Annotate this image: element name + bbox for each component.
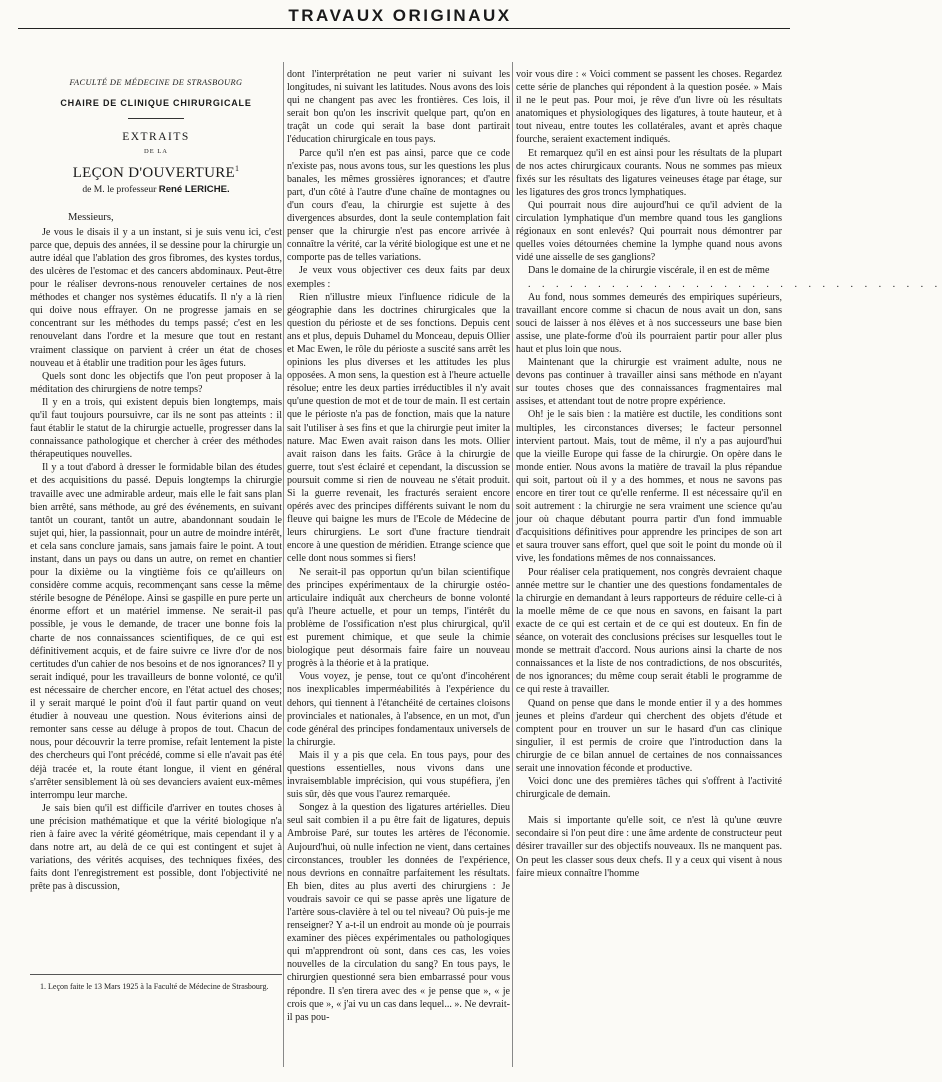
paragraph: Mais si importante qu'elle soit, ce n'est là qu'une œuvre secondaire si l'on peut dire : une âme ardente de constructeur peut désirer travailler sur des objectifs nouveaux. Ils ne manquent pas. On peut les classer sous deux chefs. Il y a ceux qui visent à nous faire mieux connaître l'homme: [516, 815, 782, 879]
paragraph: Et remarquez qu'il en est ainsi pour les résultats de la plupart de nos actes chirurgicaux courants. Nous ne sommes pas mieux fixés sur les résultats des ligatures veineuses étage par étage, sur les ligatures des gros troncs lymphatiques.: [516, 147, 782, 198]
column-2: [287, 68, 510, 1068]
paragraph: Au fond, nous sommes demeurés des empiriques supérieurs, travaillant encore comme si chacun de nous avait un don, sans souci de laisser à nos élèves et à nos successeurs une base bien assise, une plate-forme d'où ils pourraient partir pour aller plus haut et plus loin que nous.: [516, 291, 782, 355]
running-head: TRAVAUX ORIGINAUX: [288, 6, 512, 25]
paragraph: Pour réaliser cela pratiquement, nos congrès devraient chaque année mettre sur le chantier une des questions fondamentales de la chirurgie en demandant à leurs rapporteurs de réduire celle-ci à la moelle même de ce que nous en savons, en faisant la part exacte de ce qui est certain et de ce qui est douteux. En fin de séance, on voterait des conclusions précises sur lesquelles tout le monde se mettrait d'accord. Nous aurions ainsi la charte de nos connaissances et la liste de nos contradictions, de nos obscurités, de nos ignorances; du même coup serait établi le programme de ce qui reste à travailler.: [516, 566, 782, 696]
paragraph: Quels sont donc les objectifs que l'on peut proposer à la méditation des chirurgiens de notre temps?: [30, 370, 282, 395]
paragraph: Quand on pense que dans le monde entier il y a des hommes jeunes et pleins d'ardeur qui cherchent des objets d'étude et comptent pour en trouver un sur le hasard d'un cas clinique singulier, il est permis de croire que l'introduction dans la chirurgie de ce bilan annuel de certaines de nos connaissances serait une innovation féconde et productive.: [516, 697, 782, 774]
header-rule: [18, 28, 790, 29]
footnote: [30, 982, 280, 993]
column-1: [30, 66, 282, 966]
paragraph: Qui pourrait nous dire aujourd'hui ce qu'il advient de la circulation lymphatique d'un membre quand tous les ganglions régionaux en sont enlevés? Qui pourrait nous démontrer par quelles voies détournées chemine la lymphe quand nous avons vidé une aisselle de ses ganglions?: [516, 199, 782, 264]
column-divider: [283, 62, 284, 1067]
footnote-marker: 1: [235, 164, 240, 174]
paragraph: Mais il y a pis que cela. En tous pays, pour des questions essentielles, nous vivons dans une invraisemblable imprécision, qui vous stupéfiera, j'en suis sûr, dès que vous l'aurez remarquée.: [287, 749, 510, 801]
footnote-text: 1. Leçon faite le 13 Mars 1925 à la Faculté de Médecine de Strasbourg.: [40, 982, 269, 991]
paragraph: Je sais bien qu'il est difficile d'arriver en toutes choses à une précision mathématique et que la vérité biologique n'a rien à faire avec la vérité géométrique, mais cependant il y a dans notre art, au delà de ce qui est contingent et sujet à variations, des vérités acquises, des techniques fixées, des faits dont l'enregistrement est possible, dont l'objectivité ne prête pas à discussion,: [30, 802, 282, 893]
salutation: Messieurs,: [68, 211, 114, 223]
paragraph: Ne serait-il pas opportun qu'un bilan scientifique des principes expérimentaux de la chirurgie ostéo-articulaire indiquât aux chercheurs de bonne volonté qu'à l'heure actuelle, et pour un temps, l'intérêt du problème de l'ossification n'est plus chirurgical, qu'il est purement chimique, et que seule la chimie biologique peut désormais faire faire un nouveau progrès à la théorie et à la pratique.: [287, 566, 510, 670]
de-la-label: DE LA: [144, 148, 168, 156]
paragraph: Songez à la question des ligatures artérielles. Dieu seul sait combien il a pu être fait de ligatures, depuis Ambroise Paré, sur toutes les artères de l'économie. Aujourd'hui, où nulle infection ne vient, dans certaines circonstances, troubler les données de l'expérience, nous devrions en connaître parfaitement les résultats. Eh bien, dites au plus averti des chirurgiens : Je voudrais savoir ce qui se passe après une ligature de l'artère sous-clavière à tel ou tel niveau? Où puis-je me renseigner? Y a-t-il un endroit au monde où je pourrais examiner des pièces expérimentales ou pathologiques qui m'apprendront où sont, dans ces cas, les voies nouvelles de la circulation du sang? En tous pays, le chirurgien questionné sera bien embarrassé pour vous répondre. Il s'en tirera avec des « je pense que », « je crois que », « j'ai vu un cas dans lequel... ». Ne devrait-il pas pou-: [287, 802, 510, 1023]
author-line: [30, 183, 282, 196]
paragraph: Oh! je le sais bien : la matière est ductile, les conditions sont multiples, les circonstances diverses; le facteur personnel intervient partout. Mais, tout de même, il n'y a pas aujourd'hui que la vieille Europe qui fasse de la chirurgie. On opère dans le monde entier. Nous avons la matière de travail la plus répandue qui soit, partout où il y a des hommes, et nous ne savons pas encore en tirer tout ce qu'elle renferme. Il est nécessaire qu'il en soit autrement : la chirurgie ne sera vraiment une science qu'au jour où chaque débutant pourra partir d'un fond immuable d'acquisitions définitives pour apprendre les principes de son art et saura trouver sans effort, quel que soit le point du monde où il vive, les fondations mêmes de nos connaissances.: [516, 409, 782, 565]
paragraph: Il y a tout d'abord à dresser le formidable bilan des études et des acquisitions du passé. Depuis longtemps la chirurgie travaille avec une admirable ardeur, mais elle le fait sans plan bien arrêté, sans méthode, au gré des événements, en suivant tantôt un courant, tantôt un autre, abandonnant soudain le sujet qui, hier, la passionnait, pour un autre de moindre intérêt, et cela sans conclure jamais, sans jamais faire le point. A tout instant, dans un pays ou dans un autre, on remet en chantier pour la dixième ou la vingtième fois ce qu'ailleurs on considère comme acquis, recommençant sans cesse la même stérile besogne de Pénélope. Ainsi se gaspille en pure perte un énorme effort et un matériel immense. Ne serait-il pas possible, je vous le demande, de tracer une bonne fois la charte de nos connaissances scientifiques, de ce qui est définitivement acquis, et de faire suivre ce livre d'or de nos certitudes d'un cahier de nos besoins et de nos ignorances? Il y serait indiqué, pour les travailleurs de bonne volonté, ce qu'il est nécessaire de chercher encore, en l'état actuel des choses; il y serait marqué le point d'où il faut partir quand on veut étudier à nouveau une question. Nous éviterions ainsi de remonter sans cesse au déluge à propos de tout. Chacun de nous, pour découvrir la terre promise, refait lentement la piste des chercheurs qui l'ont précédé, comme si elle n'avait pas été déjà tracée et, la route étant longue, il vient en général s'arrêter sensiblement là où ses devanciers avaient eux-mêmes interrompu leur marche.: [30, 462, 282, 801]
author-prefix: de M. le professeur: [82, 184, 157, 196]
paragraph: Maintenant que la chirurgie est vraiment adulte, nous ne devons pas continuer à travailler ainsi sans méthode en n'ayant sur toutes choses que des connaissances fragmentaires mal assises, et attendant tout de notre propre expérience.: [516, 357, 782, 408]
footnote-rule: [30, 974, 282, 975]
paragraph: Parce qu'il n'en est pas ainsi, parce que ce code n'existe pas, nous avons tous, sur les questions les plus banales, les mêmes grossières ignorances; et d'autre part, d'un côté à l'autre d'une chaîne de montagnes ou d'un cours d'eau, la chirurgie est sujette à des divergences absurdes, dont la seule contemplation fait penser que la chirurgie n'est pas encore arrivée à connaître la vérité, car la vérité biologique est une et ne comporte pas de telles variations.: [287, 147, 510, 264]
paragraph: Dans le domaine de la chirurgie viscérale, il en est de même: [528, 265, 770, 277]
paragraph: Je veux vous objectiver ces deux faits par deux exemples :: [287, 265, 510, 290]
author-name: René LERICHE.: [158, 184, 230, 196]
column-3: [516, 68, 942, 1068]
paragraph: Vous voyez, je pense, tout ce qu'ont d'incohérent nos inexplicables imperméabilités à l'expérience du dehors, qui tiennent à l'étanchéité de certaines cloisons provinciales et nationales, à l'absence, en un mot, d'un code général des principes fondamentaux universels de la chirurgie.: [287, 671, 510, 748]
extraits-label: EXTRAITS: [122, 131, 190, 144]
paragraph: Je vous le disais il y a un instant, si je suis venu ici, c'est parce que, depuis des années, il se dessine pour la chirurgie un autre idéal que l'ablation des gros fibromes, des kystes tordus, des ulcères de l'estomac et des cancers abdominaux. Peut-être pour le réaliser devrons-nous renouveler certaines de nos méthodes et changer nos systèmes éducatifs. Il n'y a là rien qui doive nous effrayer. On ne progresse jamais en se concentrant sur les méthodes du temps passé; c'est en les renouvelant dans l'ordre et la mesure que tout en restant vraiment classique on parvient à créer un état de choses nouveau et à établir une tradition pour les âges futurs.: [30, 226, 282, 369]
article-title-text: LEÇON D'OUVERTURE: [72, 165, 235, 182]
paragraph: Il y en a trois, qui existent depuis bien longtemps, mais qu'il faut toujours poursuivre, car ils ne sont pas atteints : il faut établir le statut de la chirurgie actuelle, progresser dans la connaissance pathologique et chercher à créer des méthodes thérapeutiques nouvelles.: [30, 396, 282, 461]
faculty-line: FACULTÉ DE MÉDECINE DE STRASBOURG: [69, 78, 243, 87]
column-divider: [512, 62, 513, 1067]
paragraph: voir vous dire : « Voici comment se passent les choses. Regardez cette série de planches qui répondent à la question posée. » Mais il ne le peut pas. Pour moi, je rêve d'un livre où les résultats anatomiques et physiologiques des ligatures, à toute hauteur, et à tout niveau, entre toutes les collatérales, avant et après chaque fourche, seraient exactement indiqués.: [516, 69, 782, 146]
article-title: [30, 162, 282, 180]
ellipsis-line: . . . . . . . . . . . . . . . . . . . . . . . . . . . . . .: [528, 278, 942, 290]
title-divider: [128, 118, 184, 119]
chair-title: CHAIRE DE CLINIQUE CHIRURGICALE: [60, 98, 252, 109]
paragraph: Rien n'illustre mieux l'influence ridicule de la géographie dans les doctrines chirurgicales que la question du périoste et de ses fonctions. Depuis cent ans et plus, depuis Duhamel du Monceau, depuis Ollier et Mac Ewen, le rôle du périoste a suscité sans arrêt les opinions les plus diverses et les attitudes les plus opposées. A mon sens, la question est à l'heure actuelle résolue; entre les deux parties irréductibles il n'y avait qu'une question de mot et de tour de main. Il est certain que le périoste n'a pas de fonction, mais que la nature sait l'utiliser à ses fins et que la chirurgie peut imiter la nature. Mac Ewen avait raison dans les mots. Ollier avait raison dans les faits. Grâce à la chirurgie de guerre, tout s'est éclairé et cependant, la discussion se poursuit comme si rien de nouveau ne s'était produit. Si la guerre revenait, les fracturés seraient encore opérés avec des principes différents suivant le nom du fleuve qui baigne les murs de l'Ecole de Médecine de leurs chirurgiens. Le sort d'une fracture tiendrait encore à une question de méridien. Etrange science que celle dont nous sommes si fiers!: [287, 291, 510, 565]
section-gap: [516, 801, 782, 814]
paragraph: dont l'interprétation ne peut varier ni suivant les longitudes, ni suivant les latitudes. Nous avons des lois qui ne changent pas avec les frontières. Ces lois, il serait bon qu'on les inscrivit quelque part, qu'on en traçât un code qui serait la base dont partirait l'éducation chirurgicale en tous pays.: [287, 69, 510, 146]
paragraph: Voici donc une des premières tâches qui s'offrent à l'activité chirurgicale de demain.: [516, 776, 782, 801]
